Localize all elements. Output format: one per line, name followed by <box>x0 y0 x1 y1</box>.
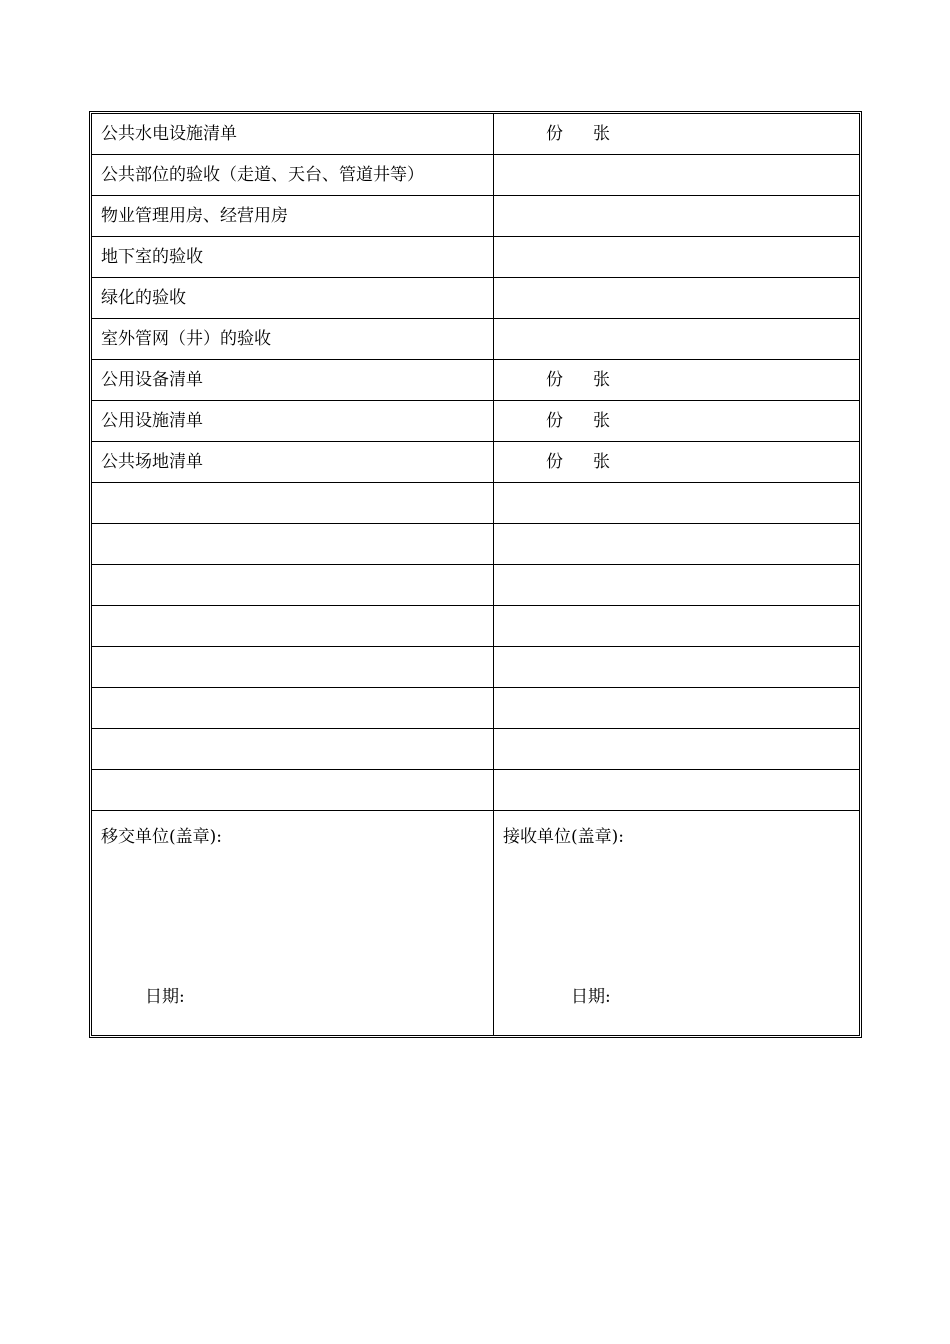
table-row <box>92 196 859 237</box>
quantity-cell <box>494 606 859 646</box>
item-cell <box>92 319 494 359</box>
item-cell <box>92 155 494 195</box>
quantity-cell <box>494 770 859 810</box>
table-row <box>92 155 859 196</box>
sheets-label: 张 <box>593 410 610 431</box>
receive-date-label: 日期: <box>571 987 611 1007</box>
quantity-cell <box>494 524 859 564</box>
item-label: 公共部位的验收（走道、天台、管道井等） <box>101 164 424 185</box>
quantity-cell <box>494 196 859 236</box>
table-row <box>92 114 859 155</box>
signature-row <box>92 811 859 1035</box>
item-label: 公共场地清单 <box>101 451 203 472</box>
transfer-party-label: 移交单位(盖章): <box>101 827 222 847</box>
quantity-cell <box>494 688 859 728</box>
item-cell <box>92 114 494 154</box>
table-row <box>92 729 859 770</box>
item-cell <box>92 565 494 605</box>
item-cell <box>92 729 494 769</box>
copies-label: 份 <box>546 369 563 390</box>
table-row <box>92 647 859 688</box>
item-cell <box>92 524 494 564</box>
item-cell <box>92 442 494 482</box>
item-label: 公共水电设施清单 <box>101 123 237 144</box>
receive-party-cell <box>494 811 859 1035</box>
quantity-cell <box>494 442 859 482</box>
table-row <box>92 401 859 442</box>
table-row <box>92 483 859 524</box>
item-cell <box>92 483 494 523</box>
item-cell <box>92 770 494 810</box>
table-row <box>92 237 859 278</box>
quantity-cell <box>494 401 859 441</box>
quantity-cell <box>494 360 859 400</box>
quantity-cell <box>494 155 859 195</box>
quantity-cell <box>494 319 859 359</box>
table-row <box>92 606 859 647</box>
table-row <box>92 442 859 483</box>
quantity-cell <box>494 729 859 769</box>
receive-party-label: 接收单位(盖章): <box>503 827 624 847</box>
quantity-cell <box>494 565 859 605</box>
quantity-cell <box>494 237 859 277</box>
item-cell <box>92 688 494 728</box>
item-cell <box>92 360 494 400</box>
copies-label: 份 <box>546 410 563 431</box>
sheets-label: 张 <box>593 451 610 472</box>
item-cell <box>92 196 494 236</box>
item-cell <box>92 401 494 441</box>
item-label: 公用设备清单 <box>101 369 203 390</box>
quantity-cell <box>494 647 859 687</box>
table-row <box>92 770 859 811</box>
item-label: 地下室的验收 <box>101 246 203 267</box>
transfer-party-cell <box>92 811 494 1035</box>
item-label: 室外管网（井）的验收 <box>101 328 271 349</box>
item-cell <box>92 606 494 646</box>
item-label: 物业管理用房、经营用房 <box>101 205 288 226</box>
copies-label: 份 <box>546 123 563 144</box>
handover-form-table <box>89 111 862 1038</box>
sheets-label: 张 <box>593 123 610 144</box>
transfer-date-label: 日期: <box>145 987 185 1007</box>
table-row <box>92 524 859 565</box>
table-row <box>92 319 859 360</box>
item-cell <box>92 237 494 277</box>
item-label: 公用设施清单 <box>101 410 203 431</box>
table-row <box>92 278 859 319</box>
quantity-cell <box>494 114 859 154</box>
table-row <box>92 360 859 401</box>
item-label: 绿化的验收 <box>101 287 186 308</box>
table-row <box>92 688 859 729</box>
item-cell <box>92 278 494 318</box>
table-row <box>92 565 859 606</box>
item-cell <box>92 647 494 687</box>
sheets-label: 张 <box>593 369 610 390</box>
quantity-cell <box>494 278 859 318</box>
quantity-cell <box>494 483 859 523</box>
copies-label: 份 <box>546 451 563 472</box>
